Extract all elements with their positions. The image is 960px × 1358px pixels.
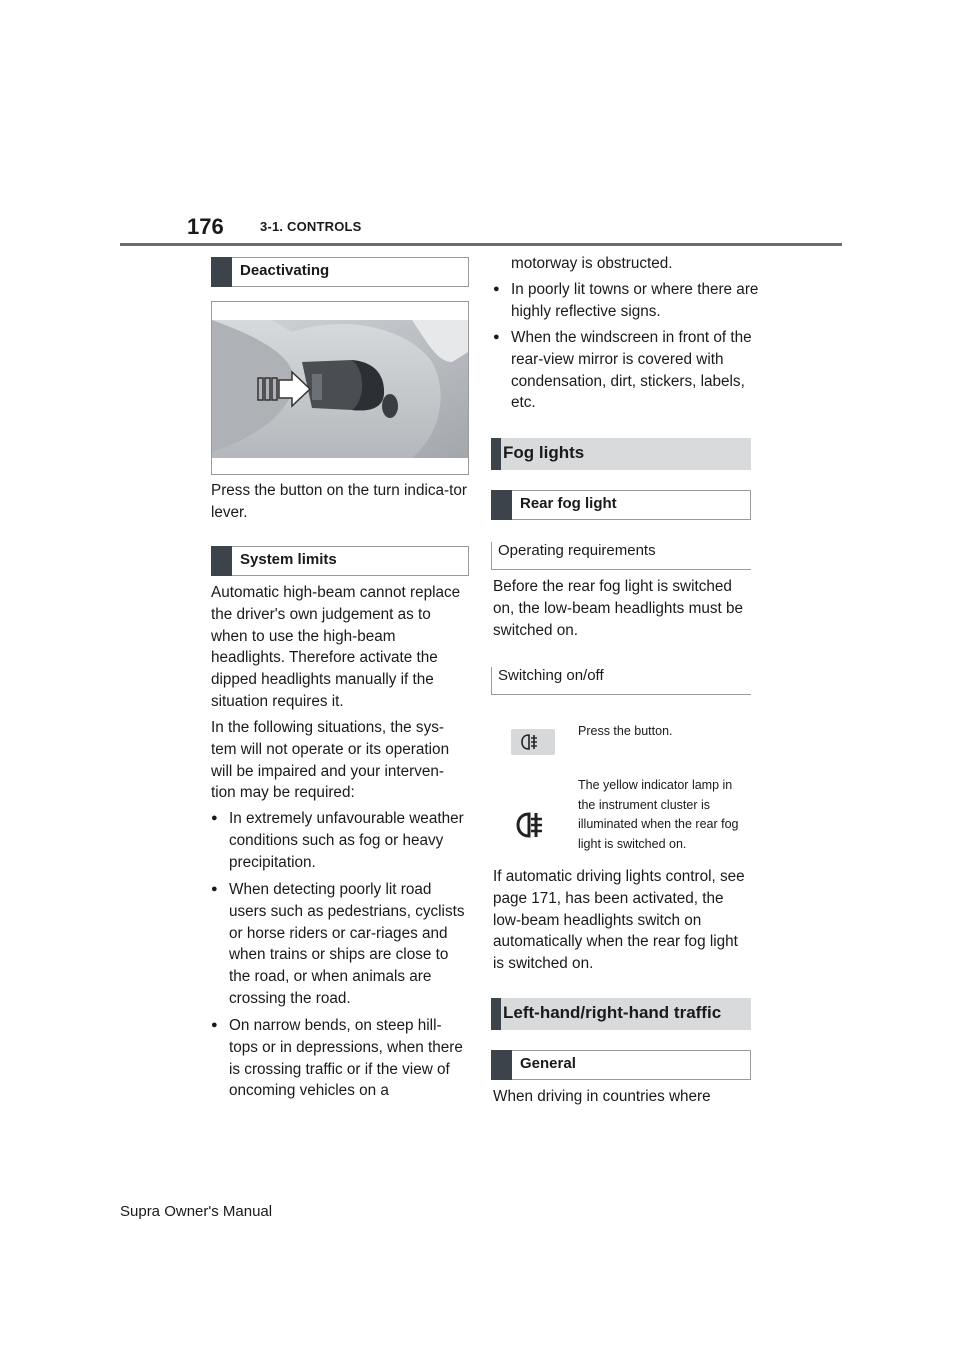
indicator-lamp-text: The yellow indicator lamp in the instrument cluster is illuminated when the rear fog light is switched on. xyxy=(578,778,739,851)
footer-manual-title: Supra Owner's Manual xyxy=(120,1203,273,1220)
fog-lights-heading: Fog lights xyxy=(491,438,751,470)
section-label: 3-1. CONTROLS xyxy=(260,219,362,234)
deactivating-heading: Deactivating xyxy=(211,257,469,287)
rear-fog-indicator-icon xyxy=(511,808,555,842)
operating-requirements-heading: Operating requirements xyxy=(491,542,751,570)
list-item: ● On narrow bends, on steep hill-tops or in depressions, when there is crossing traffic or if the view of oncoming vehicles on a xyxy=(211,1015,469,1102)
rear-fog-button-icon xyxy=(511,729,555,755)
rear-fog-light-heading: Rear fog light xyxy=(491,490,751,520)
list-item: ● When the windscreen in front of the rear-view mirror is covered with condensation, dirt, stickers, labels, etc. xyxy=(493,327,767,414)
system-limits-paragraph-1: Automatic high-beam cannot replace the driver's own judgement as to when to use the high-beam headlights. Therefore activate the dipped headlights manually if the situation requires it. xyxy=(211,584,461,710)
turn-indicator-illustration xyxy=(212,302,468,474)
operating-requirements-text: Before the rear fog light is switched on, the low-beam headlights must be switched on. xyxy=(493,578,743,639)
turn-indicator-figure xyxy=(211,301,469,475)
system-limits-paragraph-2: In the following situations, the sys-tem will not operate or its operation will be impaired and your interven-tion may be required: xyxy=(211,719,450,802)
header-rule xyxy=(120,243,842,246)
page-number: 176 xyxy=(187,214,224,239)
auto-lights-text: If automatic driving lights control, see page 171, has been activated, the low-beam headlights switch on automatically when the rear fog light is switched on. xyxy=(493,868,745,973)
traffic-heading: Left-hand/right-hand traffic xyxy=(491,998,751,1030)
list-item: ● When detecting poorly lit road users such as pedestrians, cyclists or horse riders or car-riages and when trains or ships are close to the road, or when animals are crossing the road. xyxy=(211,879,469,1010)
continued-text: motorway is obstructed. xyxy=(511,255,673,272)
press-button-text: Press the button. xyxy=(578,724,673,738)
switching-on-off-heading: Switching on/off xyxy=(491,667,751,695)
list-item: ● In extremely unfavourable weather conditions such as fog or heavy precipitation. xyxy=(211,808,469,873)
general-heading: General xyxy=(491,1050,751,1080)
traffic-text: When driving in countries where xyxy=(493,1088,711,1105)
system-limits-heading: System limits xyxy=(211,546,469,576)
list-item: ● In poorly lit towns or where there are highly reflective signs. xyxy=(493,279,767,323)
deactivating-text: Press the button on the turn indica-tor lever. xyxy=(211,482,467,521)
